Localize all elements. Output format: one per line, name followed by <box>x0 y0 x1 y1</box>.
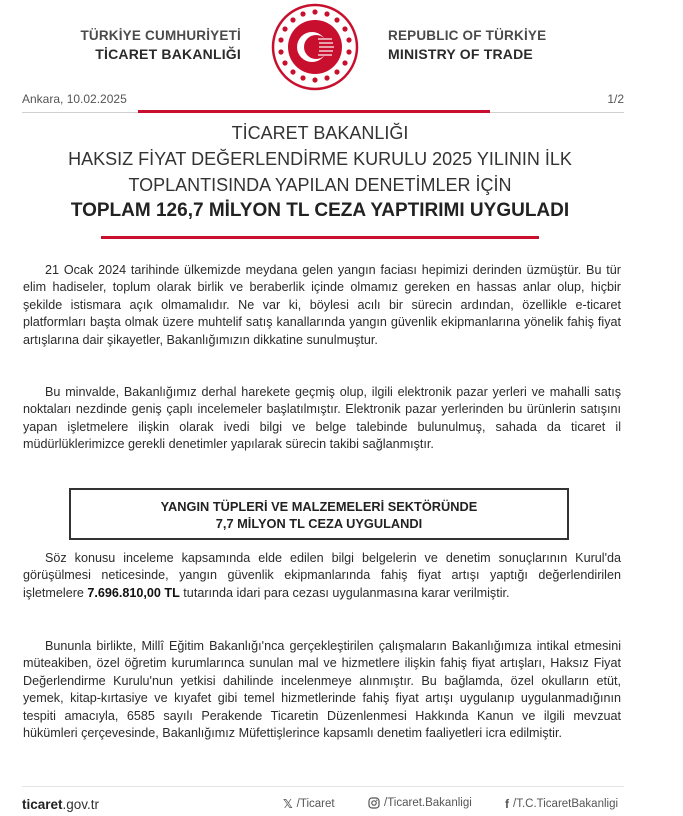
paragraph-3 <box>23 550 621 602</box>
paragraph-4-text: Bununla birlikte, Millî Eğitim Bakanlığı'nca gerçekleştirilen çalışmaların Bakanlığımıza intikal etmesini müteakiben, özel öğretim kurumlarınca sunulan mal ve hizmetlere ilişkin fahiş fiyat artışları, Haksız Fiyat Değerlendirme Kurulu'nun yetkisi dahilinde incelenmeye alınmıştır. Bu bağlamda, özel okulların etüt, yemek, kitap-kırtasiye ve kıyafet gibi temel hizmetlerinde fahiş fiyat artışı uygulanıp uygulanmadığının tespiti amacıyla, 6585 sayılı Perakende Ticaretin Düzenlenmesi Hakkında Kanun ve ilgili mevzuat hükümleri çerçevesinde, Bakanlığımız Müfettişlerince kapsamlı denetim faaliyetleri icra edilmiştir. <box>23 639 621 741</box>
x-icon: 𝕏 <box>283 797 293 811</box>
place-date: Ankara, 10.02.2025 <box>22 92 127 106</box>
paragraph-1-text: 21 Ocak 2024 tarihinde ülkemizde meydana gelen yangın faciası hepimizi derinden üzmüştür. Bu tür elim hadiseler, toplum olarak birlik ve beraberlik içinde olmamız gereken en hassas anlar olup, hiçbir şekilde istismara açık olmamalıdır. Ne var ki, böylesi acılı bir sürecin ardından, özellikle e-ticaret platformları başta olmak üzere muhtelif satış kanallarında yangın güvenlik ekipmanlarına yönelik fahiş fiyat artışlarına dair şikayetler, Bakanlığımızın dikkatine sunulmuştur. <box>23 263 621 347</box>
fine-amount: 7.696.810,00 TL <box>87 585 180 600</box>
instagram-handle: /Ticaret.Bakanligi <box>384 797 472 809</box>
paragraph-3-text-a: Söz konusu inceleme kapsamında elde edilen bilgi belgelerin ve denetim sonuçlarının Kurul'da görüşülmesi neticesinde, yangın güvenlik ekipmanlarında fahiş fiyat artışı yaptığı değerlendirilen işletmelere <box>23 551 621 600</box>
header-country-tr: TÜRKİYE CUMHURİYETİ <box>80 28 241 43</box>
footer-site-rest: .gov.tr <box>62 797 100 812</box>
facebook-handle: /T.C.TicaretBakanligi <box>513 798 619 810</box>
paragraph-2 <box>23 384 621 454</box>
page-number: 1/2 <box>607 92 624 106</box>
crescent-star-seal-icon <box>271 3 359 91</box>
title-line-3: TOPLANTISINDA YAPILAN DENETİMLER İÇİN <box>128 175 512 195</box>
footer-site-bold: ticaret <box>22 797 63 812</box>
footer-x-link[interactable] <box>283 797 335 811</box>
x-handle: /Ticaret <box>296 798 335 810</box>
section-heading-line-2: 7,7 MİLYON TL CEZA UYGULANDI <box>215 516 423 531</box>
header-ministry-tr: TİCARET BAKANLIĞI <box>95 46 241 62</box>
header-accent-divider <box>138 110 490 113</box>
header-ministry-en: MINISTRY OF TRADE <box>388 46 533 62</box>
paragraph-2-text: Bu minvalde, Bakanlığımız derhal harekete geçmiş olup, ilgili elektronik pazar yerleri ve mahalli satış noktaları nezdinde geniş çaplı incelemeler başlatılmıştır. Elektronik pazar yerlerinden bu ürünlerin satışını yapan işletmelere ilişkin olarak ivedi bilgi ve belge talebinde bulunulmuş, sahada da ticaret il müdürlüklerimizce gerekli denetimler yapılarak sürecin takibi sağlanmıştır. <box>23 385 621 452</box>
title-line-1: TİCARET BAKANLIĞI <box>231 123 409 143</box>
title-line-2: HAKSIZ FİYAT DEĞERLENDİRME KURULU 2025 YILININ İLK <box>68 149 572 169</box>
section-heading-box <box>69 488 569 540</box>
title-line-4: TOPLAM 126,7 MİLYON TL CEZA YAPTIRIMI UYGULADI <box>70 200 570 221</box>
paragraph-1 <box>23 262 621 349</box>
footer-divider <box>22 786 624 787</box>
header-country-en: REPUBLIC OF TÜRKİYE <box>388 28 547 43</box>
paragraph-4 <box>23 638 621 742</box>
title-divider <box>101 236 539 239</box>
footer-facebook-link[interactable] <box>505 797 618 811</box>
header-right <box>388 27 546 63</box>
footer-instagram-link[interactable] <box>368 797 472 809</box>
instagram-icon <box>368 797 380 809</box>
paragraph-3-text-b: tutarında idari para cezası uygulanmasına karar verilmiştir. <box>179 585 510 600</box>
facebook-icon: f <box>505 797 509 811</box>
section-heading-line-1: YANGIN TÜPLERİ VE MALZEMELERİ SEKTÖRÜNDE <box>160 499 478 514</box>
header-left <box>80 27 241 63</box>
footer-website-link[interactable] <box>22 797 99 812</box>
